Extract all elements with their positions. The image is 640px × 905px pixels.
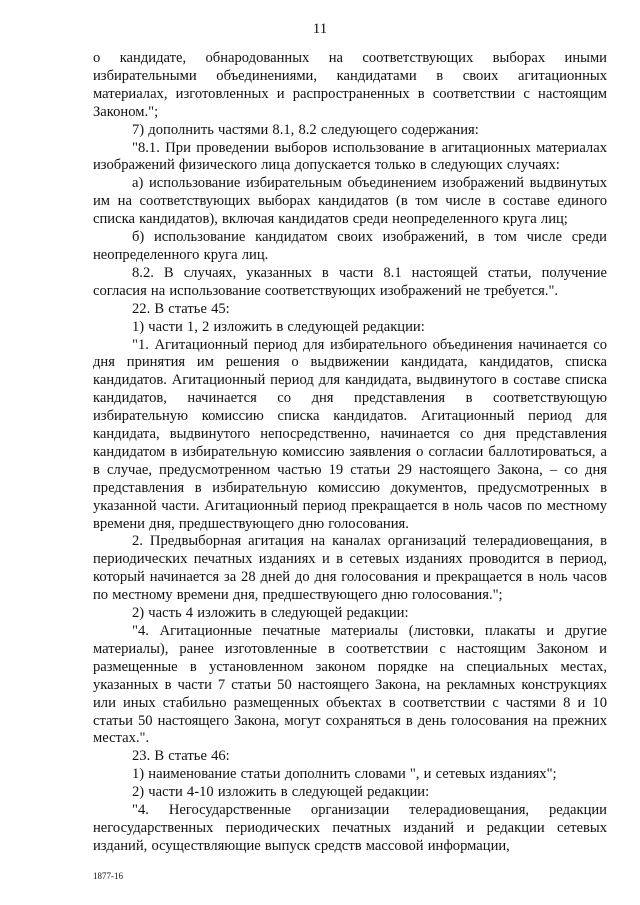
paragraph: "1. Агитационный период для избирательного объединения начинается со дня принятия им решения о выдвижении кандидата, кандидатов, списка кандидатов. Агитационный период для кандидата, выдвинутого в составе списка кандидатов, начинается со дня представления в соответствующую избирательную комиссию списка кандидатов. Агитационный период для кандидата, выдвинутого непосредственно, начинается со дня представления кандидатом в избирательную комиссию заявления о согласии баллотироваться, а в случае, предусмотренном частью 19 статьи 29 настоящего Закона, – со дня представления в избирательную комиссию документов, предусмотренных в указанной части. Агитационный период прекращается в ноль часов по местному времени дня, предшествующего дню голосования. — [93, 336, 607, 532]
document-body — [93, 50, 607, 856]
paragraph: 2) части 4-10 изложить в следующей редакции: — [132, 784, 430, 801]
paragraph: 8.2. В случаях, указанных в части 8.1 настоящей статьи, получение согласия на использование соответствующих изображений не требуется.". — [93, 264, 607, 299]
paragraph: а) использование избирательным объединением изображений выдвинутых им на соответствующих выборах кандидатов (в том числе в составе единого списка кандидатов), включая кандидатов среди неопределенного круга лиц; — [93, 175, 607, 228]
paragraph: 23. В статье 46: — [132, 748, 230, 765]
document-code: 1877-16 — [93, 871, 123, 881]
paragraph: 1) наименование статьи дополнить словами ", и сетевых изданиях"; — [132, 766, 557, 783]
paragraph: о кандидате, обнародованных на соответствующих выборах иными избирательными объединениями, кандидатами в своих агитационных материалах, изготовленных и распространенных в соответствии с настоящим Законом."; — [93, 50, 607, 120]
page-number: 11 — [312, 21, 328, 37]
paragraph: "4. Негосударственные организации телерадиовещания, редакции негосударственных периодических печатных изданий и редакции сетевых изданий, осуществляющие выпуск средств массовой информации, — [93, 802, 607, 854]
paragraph: 2. Предвыборная агитация на каналах организаций телерадиовещания, в периодических печатных изданиях и в сетевых изданиях проводится в период, который начинается за 28 дней до дня голосования и прекращается в ноль часов по местному времени дня, предшествующего дню голосования."; — [93, 533, 607, 604]
paragraph: "4. Агитационные печатные материалы (листовки, плакаты и другие материалы), ранее изготовленные в соответствии с настоящим Законом и размещенные в установленном законом порядке на специальных местах, указанных в части 7 статьи 50 настоящего Закона, на рекламных конструкциях или иных стабильно размещенных объектах в соответствии с частями 8 и 10 статьи 50 настоящего Закона, могут сохраняться в день голосования на прежних местах.". — [93, 623, 607, 747]
paragraph: 2) часть 4 изложить в следующей редакции: — [132, 605, 409, 622]
paragraph: 1) части 1, 2 изложить в следующей редакции: — [132, 318, 425, 335]
paragraph: 22. В статье 45: — [132, 300, 230, 317]
paragraph: 7) дополнить частями 8.1, 8.2 следующего содержания: — [132, 121, 479, 138]
paragraph: б) использование кандидатом своих изображений, в том числе среди неопределенного круга лиц. — [93, 229, 607, 263]
paragraph: "8.1. При проведении выборов использование в агитационных материалах изображений физического лица допускается только в следующих случаях: — [93, 139, 607, 174]
